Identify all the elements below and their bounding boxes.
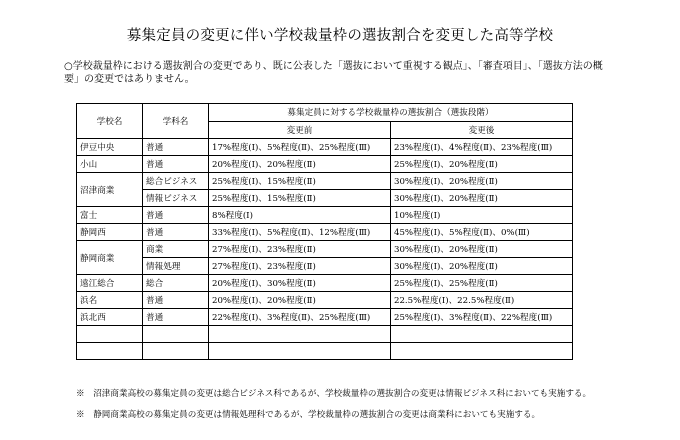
page-title: 募集定員の変更に伴い学校裁量枠の選抜割合を変更した高等学校	[126, 28, 554, 44]
table-row	[77, 224, 573, 241]
table-row	[77, 156, 573, 173]
cell-school: 静岡商業	[77, 241, 143, 275]
header-before: 変更前	[209, 121, 391, 139]
cell-before: 8%程度(Ⅰ)	[209, 207, 391, 224]
cell-school: 富士	[77, 207, 143, 224]
cell-before: 27%程度(Ⅰ)、23%程度(Ⅱ)	[209, 241, 391, 258]
cell-before	[209, 326, 391, 343]
cell-after	[391, 326, 573, 343]
cell-before: 20%程度(Ⅰ)、30%程度(Ⅱ)	[209, 275, 391, 292]
cell-course: 普通	[143, 224, 209, 241]
footnote-numazu: ※ 沼津商業高校の募集定員の変更は総合ビジネス科であるが、学校裁量枠の選抜割合の変更は情報ビジネス科においても実施する。	[76, 389, 592, 399]
header-school: 学校名	[77, 104, 143, 139]
table-row	[77, 309, 573, 326]
cell-after: 30%程度(Ⅰ)、20%程度(Ⅱ)	[391, 258, 573, 275]
cell-school: 沼津商業	[77, 173, 143, 207]
cell-school: 浜名	[77, 292, 143, 309]
cell-school: 小山	[77, 156, 143, 173]
cell-after: 25%程度(Ⅰ)、20%程度(Ⅱ)	[391, 156, 573, 173]
notice-text: ○学校裁量枠における選抜割合の変更であり、既に公表した「選抜において重視する観点」、「審査項目」、「選抜方法の概要」の変更ではありません。	[64, 61, 603, 85]
cell-after: 45%程度(Ⅰ)、5%程度(Ⅱ)、0%(Ⅲ)	[391, 224, 573, 241]
table-row	[77, 207, 573, 224]
cell-after: 25%程度(Ⅰ)、25%程度(Ⅱ)	[391, 275, 573, 292]
cell-before: 25%程度(Ⅰ)、15%程度(Ⅱ)	[209, 190, 391, 207]
cell-course: 情報ビジネス	[143, 190, 209, 207]
cell-before: 17%程度(Ⅰ)、5%程度(Ⅱ)、25%程度(Ⅲ)	[209, 139, 391, 156]
cell-after: 22.5%程度(Ⅰ)、22.5%程度(Ⅱ)	[391, 292, 573, 309]
cell-after: 30%程度(Ⅰ)、20%程度(Ⅱ)	[391, 241, 573, 258]
table-row	[77, 139, 573, 156]
table-row	[77, 292, 573, 309]
cell-after: 30%程度(Ⅰ)、20%程度(Ⅱ)	[391, 190, 573, 207]
table-row	[77, 326, 573, 343]
cell-after: 23%程度(Ⅰ)、4%程度(Ⅱ)、23%程度(Ⅲ)	[391, 139, 573, 156]
cell-course: 普通	[143, 292, 209, 309]
cell-course: 商業	[143, 241, 209, 258]
cell-before: 20%程度(Ⅰ)、20%程度(Ⅱ)	[209, 156, 391, 173]
cell-course: 情報処理	[143, 258, 209, 275]
cell-before	[209, 343, 391, 360]
table-row	[77, 343, 573, 360]
cell-after: 10%程度(Ⅰ)	[391, 207, 573, 224]
cell-course: 普通	[143, 139, 209, 156]
cell-before: 27%程度(Ⅰ)、23%程度(Ⅱ)	[209, 258, 391, 275]
cell-school	[77, 343, 143, 360]
cell-school: 浜北西	[77, 309, 143, 326]
header-course: 学科名	[143, 104, 209, 139]
header-after: 変更後	[391, 121, 573, 139]
cell-before: 25%程度(Ⅰ)、15%程度(Ⅱ)	[209, 173, 391, 190]
cell-after: 30%程度(Ⅰ)、20%程度(Ⅱ)	[391, 173, 573, 190]
footnote-shizuoka: ※ 静岡商業高校の募集定員の変更は情報処理科であるが、学校裁量枠の選抜割合の変更は商業科においても実施する。	[76, 410, 541, 420]
table-row	[77, 173, 573, 190]
table-row	[77, 190, 573, 207]
cell-before: 22%程度(Ⅰ)、3%程度(Ⅱ)、25%程度(Ⅲ)	[209, 309, 391, 326]
table-row	[77, 241, 573, 258]
cell-course	[143, 326, 209, 343]
cell-school: 静岡西	[77, 224, 143, 241]
cell-before: 20%程度(Ⅰ)、20%程度(Ⅱ)	[209, 292, 391, 309]
cell-school: 伊豆中央	[77, 139, 143, 156]
cell-course: 普通	[143, 156, 209, 173]
cell-school	[77, 326, 143, 343]
cell-course: 総合	[143, 275, 209, 292]
table-row	[77, 258, 573, 275]
table-body	[77, 139, 573, 360]
cell-course: 普通	[143, 309, 209, 326]
cell-after	[391, 343, 573, 360]
cell-course: 普通	[143, 207, 209, 224]
cell-after: 25%程度(Ⅰ)、3%程度(Ⅱ)、22%程度(Ⅲ)	[391, 309, 573, 326]
ratio-table	[76, 103, 573, 360]
cell-course: 総合ビジネス	[143, 173, 209, 190]
table-row	[77, 275, 573, 292]
cell-before: 33%程度(Ⅰ)、5%程度(Ⅱ)、12%程度(Ⅲ)	[209, 224, 391, 241]
header-ratio-group: 募集定員に対する学校裁量枠の選抜割合（選抜段階）	[209, 104, 573, 122]
cell-course	[143, 343, 209, 360]
cell-school: 遠江総合	[77, 275, 143, 292]
